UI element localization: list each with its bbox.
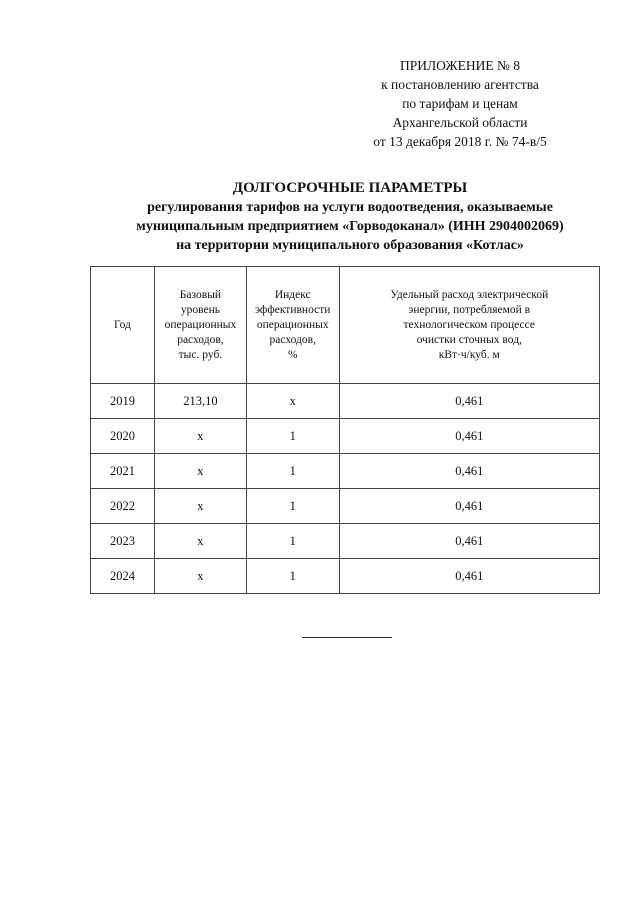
table-header-row [91,267,600,384]
cell-index: 1 [246,524,339,559]
appendix-date: от 13 декабря 2018 г. № 74-в/5 [373,134,547,149]
cell-energy: 0,461 [339,559,599,594]
cell-index: 1 [246,419,339,454]
cell-energy: 0,461 [339,489,599,524]
header-index-line: % [287,348,298,361]
header-energy-line: очистки сточных вод, [416,333,522,346]
cell-base: x [154,559,246,594]
header-energy-line: Удельный расход электрической [390,288,549,301]
cell-year: 2021 [91,454,155,489]
appendix-number: ПРИЛОЖЕНИЕ № 8 [399,58,521,73]
header-year: Год [91,267,155,384]
table-row [91,559,600,594]
header-base-line: операционных [164,318,237,331]
header-index-line: расходов, [269,333,316,346]
header-index-line: Индекс [274,288,311,301]
document-title [90,179,610,255]
cell-base: 213,10 [154,384,246,419]
cell-year: 2019 [91,384,155,419]
cell-energy: 0,461 [339,384,599,419]
header-base-line: уровень [180,303,220,316]
cell-index: 1 [246,454,339,489]
table-row [91,384,600,419]
cell-base: x [154,419,246,454]
cell-year: 2022 [91,489,155,524]
appendix-agency: по тарифам и ценам [402,96,518,111]
parameters-table [90,266,600,594]
cell-energy: 0,461 [339,454,599,489]
header-index-line: эффективности [255,303,331,316]
cell-index: 1 [246,489,339,524]
header-index-line: операционных [256,318,329,331]
cell-base: x [154,454,246,489]
header-base-line: расходов, [177,333,224,346]
cell-energy: 0,461 [339,524,599,559]
title-line-4: на территории муниципального образования «Котлас» [176,238,524,253]
cell-energy: 0,461 [339,419,599,454]
appendix-header [340,56,580,151]
cell-index: 1 [246,559,339,594]
table-row [91,454,600,489]
header-base-level [154,267,246,384]
cell-year: 2024 [91,559,155,594]
cell-year: 2023 [91,524,155,559]
title-line-3: муниципальным предприятием «Горводоканал» (ИНН 2904002069) [136,219,564,234]
cell-index: x [246,384,339,419]
cell-year: 2020 [91,419,155,454]
appendix-reference: к постановлению агентства [381,77,539,92]
title-main: ДОЛГОСРОЧНЫЕ ПАРАМЕТРЫ [232,180,468,196]
header-energy-line: кВт·ч/куб. м [438,348,500,361]
cell-base: x [154,489,246,524]
table-row [91,419,600,454]
cell-base: x [154,524,246,559]
header-base-line: Базовый [179,288,222,301]
header-energy-line: энергии, потребляемой в [408,303,531,316]
header-energy-line: технологическом процессе [403,318,535,331]
table-row [91,489,600,524]
appendix-region: Архангельской области [392,115,528,130]
header-efficiency-index [246,267,339,384]
header-base-line: тыс. руб. [178,348,223,361]
closing-divider [302,637,392,638]
title-line-2: регулирования тарифов на услуги водоотведения, оказываемые [147,200,553,215]
table-row [91,524,600,559]
header-energy-consumption [339,267,599,384]
